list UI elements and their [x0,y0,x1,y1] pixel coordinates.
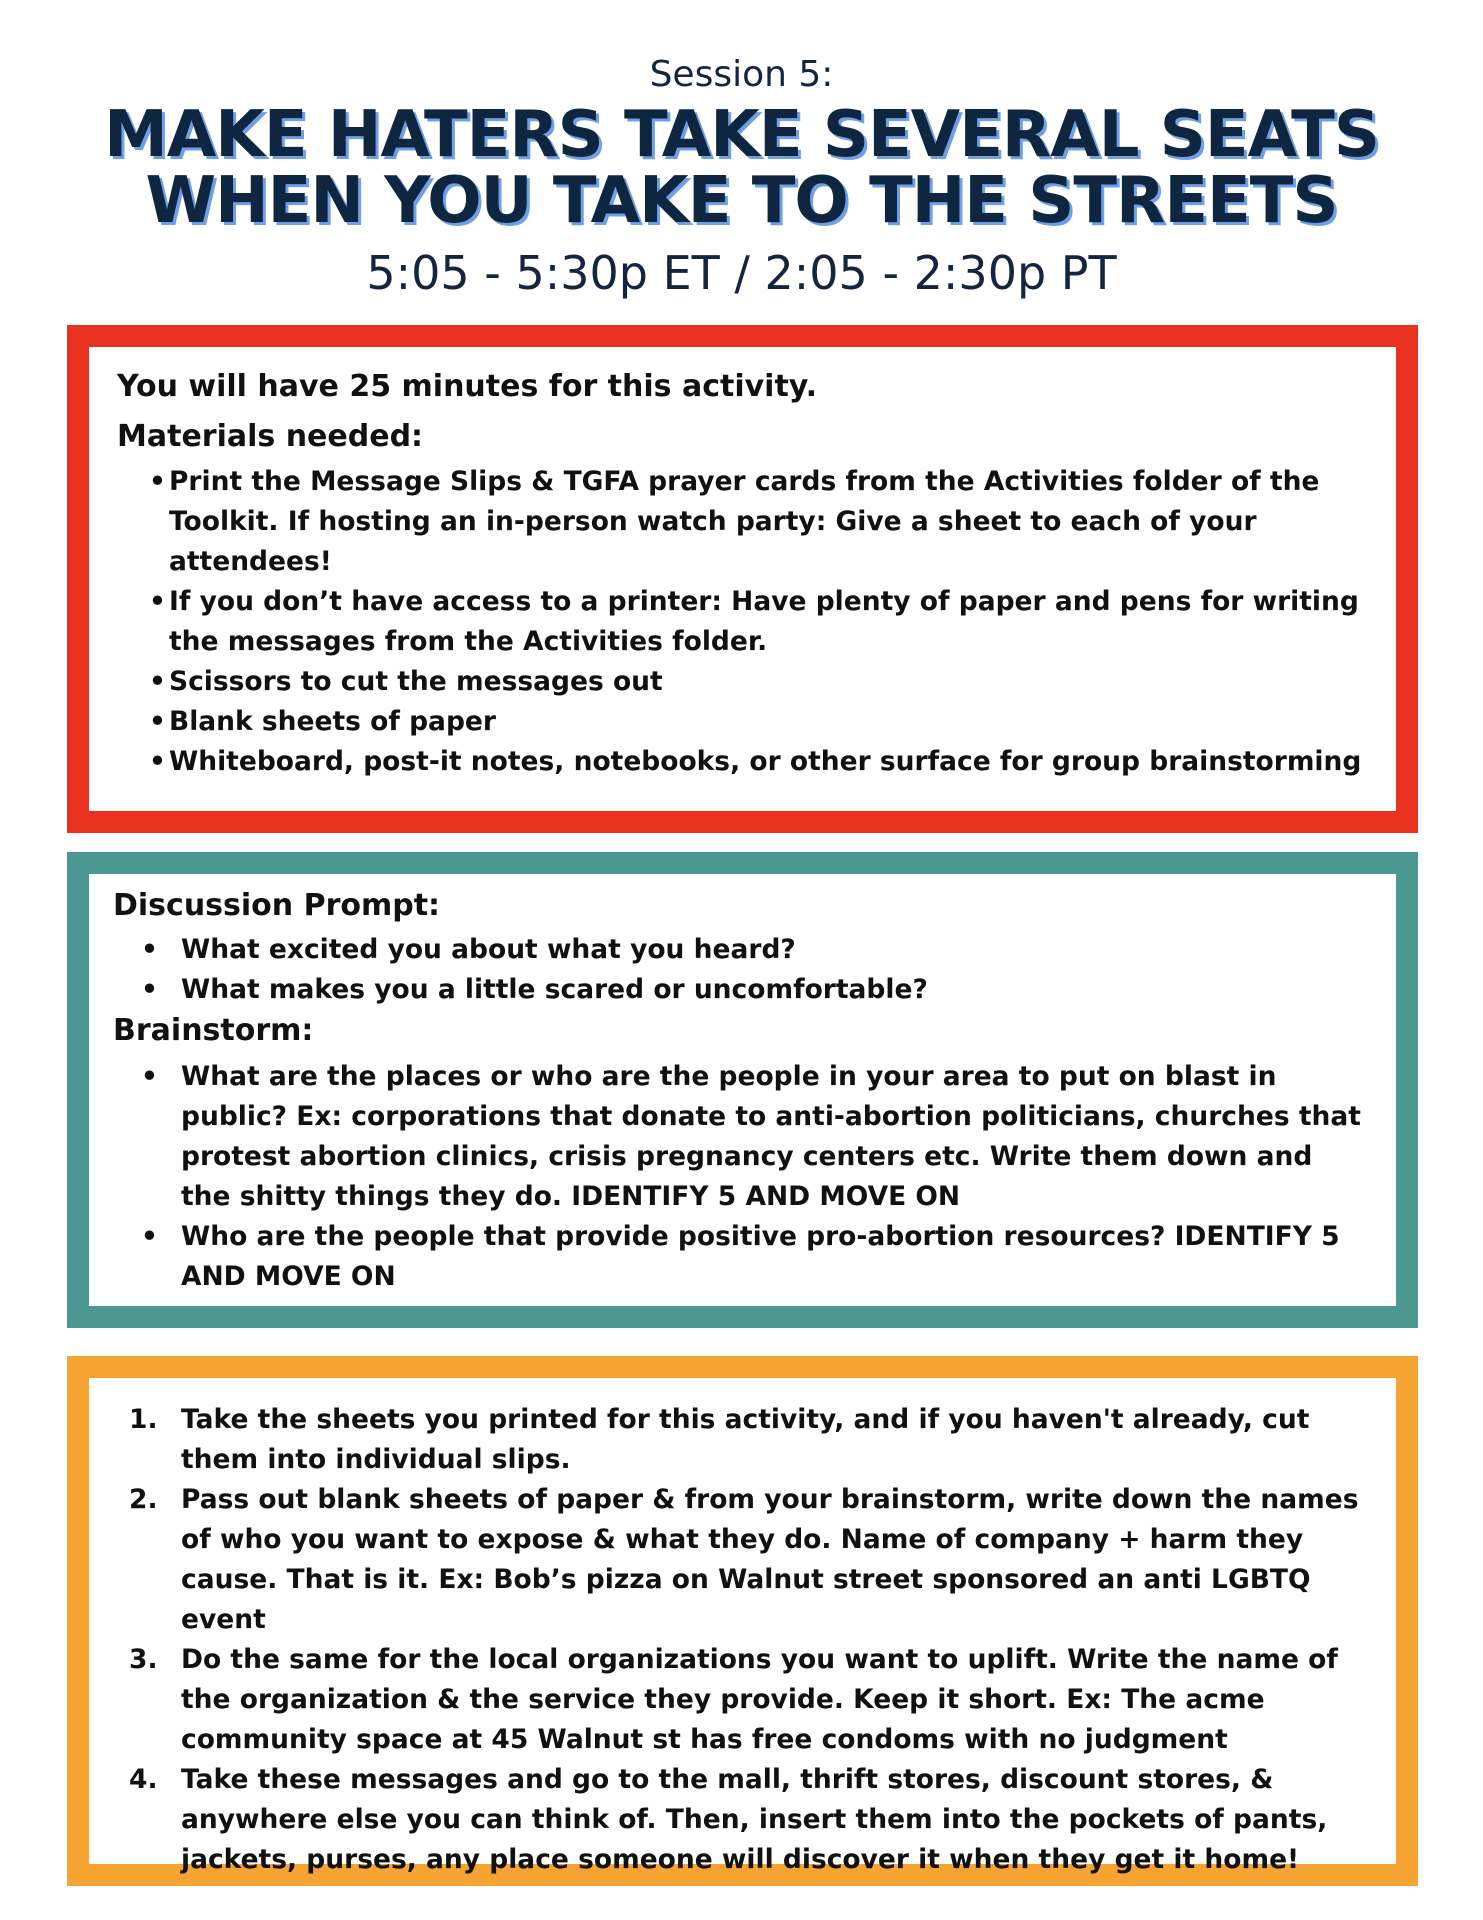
brainstorm-list [129,1057,1369,1297]
bullet-icon: • [141,974,158,1005]
list-item-text: What excited you about what you heard? [181,934,796,965]
page-title [0,98,1483,238]
list-item [149,582,1369,662]
materials-box [67,325,1418,833]
list-item [149,662,1369,702]
step-number: 2. [129,1484,158,1515]
list-item-text: Do the same for the local organizations you want to uplift. Write the name of the organization & the service they provide. Keep it short. Ex: The acme community space at 45 Walnut st has free condoms with no judgment [181,1644,1338,1755]
list-item-text: Who are the people that provide positive pro-abortion resources? IDENTIFY 5 AND MOVE ON [181,1221,1340,1292]
list-item-text: What makes you a little scared or uncomfortable? [181,974,928,1005]
bullet-icon: • [141,934,158,965]
list-item-text: Take these messages and go to the mall, thrift stores, discount stores, & anywhere else you can think of. Then, insert them into the pockets of pants, jackets, purses, any place someone will discover it when they get it home! [181,1764,1328,1875]
list-item [149,462,1369,582]
activity-duration: You will have 25 minutes for this activity. [117,369,817,404]
step-number: 3. [129,1644,158,1675]
bullet-icon: • [149,746,166,777]
discussion-prompt-heading: Discussion Prompt: [113,888,441,923]
list-item-text: Whiteboard, post-it notes, notebooks, or other surface for group brainstorming [169,746,1362,777]
list-item [129,1760,1379,1880]
list-item [129,930,1369,970]
title-line-2: WHEN YOU TAKE TO THE STREETS [145,164,1338,238]
steps-box [67,1356,1418,1886]
discussion-box [67,852,1418,1328]
bullet-icon: • [149,666,166,697]
materials-list [149,462,1369,782]
bullet-icon: • [149,706,166,737]
list-item-text: Scissors to cut the messages out [169,666,663,697]
session-label: Session 5: [649,54,834,95]
list-item [129,1400,1379,1480]
page-header [0,52,1483,302]
list-item-text: If you don’t have access to a printer: Have plenty of paper and pens for writing the messages from the Activities folder. [169,586,1359,657]
bullet-icon: • [149,586,166,617]
session-time: 5:05 - 5:30p ET / 2:05 - 2:30p PT [366,246,1117,300]
title-line-1: MAKE HATERS TAKE SEVERAL SEATS [104,98,1379,172]
list-item-text: Print the Message Slips & TGFA prayer cards from the Activities folder of the Toolkit. If hosting an in-person watch party: Give a sheet to each of your attendees! [169,466,1320,577]
step-number: 4. [129,1764,158,1795]
list-item [129,1217,1369,1297]
list-item [129,1057,1369,1217]
discussion-prompt-list [129,930,1369,1010]
list-item [129,970,1369,1010]
brainstorm-heading: Brainstorm: [113,1013,314,1048]
bullet-icon: • [149,466,166,497]
materials-heading: Materials needed: [117,419,424,454]
bullet-icon: • [141,1061,158,1092]
list-item [149,702,1369,742]
steps-list [129,1400,1379,1880]
list-item [149,742,1369,782]
list-item-text: What are the places or who are the people in your area to put on blast in public? Ex: corporations that donate to anti-abortion politicians, churches that protest abortion clinics, crisis pregnancy centers etc. Write them down and the shitty things they do. IDENTIFY 5 AND MOVE ON [181,1061,1361,1212]
list-item-text: Blank sheets of paper [169,706,496,737]
list-item [129,1480,1379,1640]
list-item [129,1640,1379,1760]
list-item-text: Pass out blank sheets of paper & from your brainstorm, write down the names of who you want to expose & what they do. Name of company + harm they cause. That is it. Ex: Bob’s pizza on Walnut street sponsored an anti LGBTQ event [181,1484,1359,1635]
list-item-text: Take the sheets you printed for this activity, and if you haven't already, cut them into individual slips. [181,1404,1310,1475]
step-number: 1. [129,1404,158,1435]
bullet-icon: • [141,1221,158,1252]
